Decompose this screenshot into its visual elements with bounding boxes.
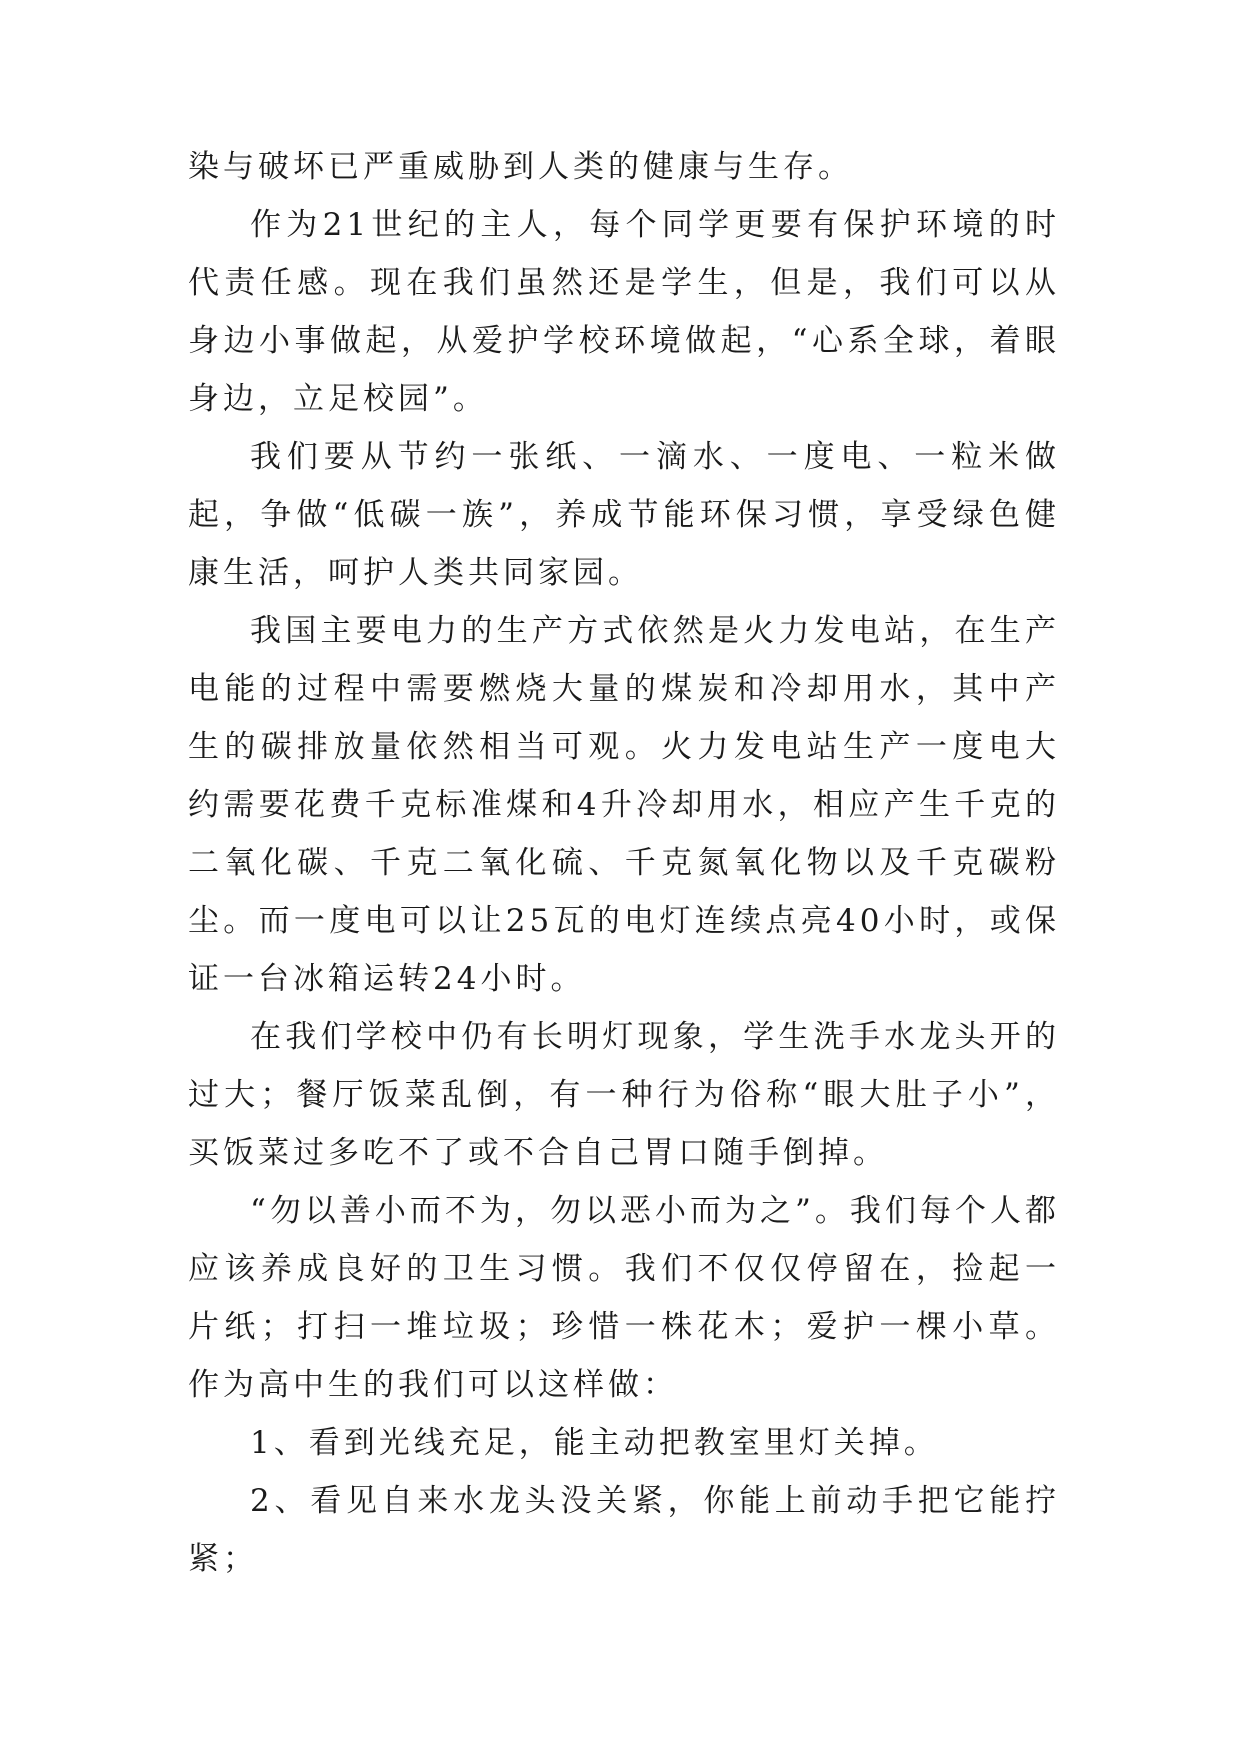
paragraph-power-generation: 我国主要电力的生产方式依然是火力发电站，在生产电能的过程中需要燃烧大量的煤炭和冷却用水，其中产生的碳排放量依然相当可观。火力发电站生产一度电大约需要花费千克标准煤和4升冷却用水，相应产生千克的二氧化碳、千克二氧化硫、千克氮氧化物以及千克碳粉尘。而一度电可以让25瓦的电灯连续点亮40小时，或保证一台冰箱运转24小时。 — [188, 613, 1060, 997]
paragraph-continuation: 染与破坏已严重威胁到人类的健康与生存。 — [188, 149, 853, 185]
document-page — [188, 138, 1060, 1588]
list-item-2: 2、看见自来水龙头没关紧，你能上前动手把它能拧紧； — [188, 1483, 1060, 1577]
list-item-1: 1、看到光线充足，能主动把教室里灯关掉。 — [250, 1425, 939, 1461]
paragraph-saving: 我们要从节约一张纸、一滴水、一度电、一粒米做起，争做“低碳一族”，养成节能环保习惯，享受绿色健康生活，呵护人类共同家园。 — [188, 439, 1060, 591]
paragraph-school-waste: 在我们学校中仍有长明灯现象，学生洗手水龙头开的过大；餐厅饭菜乱倒，有一种行为俗称“眼大肚子小”，买饭菜过多吃不了或不合自己胃口随手倒掉。 — [188, 1019, 1060, 1171]
paragraph-habits: “勿以善小而不为，勿以恶小而为之”。我们每个人都应该养成良好的卫生习惯。我们不仅仅停留在，捡起一片纸；打扫一堆垃圾；珍惜一株花木；爱护一棵小草。作为高中生的我们可以这样做： — [188, 1193, 1060, 1403]
paragraph-responsibility: 作为21世纪的主人，每个同学更要有保护环境的时代责任感。现在我们虽然还是学生，但是，我们可以从身边小事做起，从爱护学校环境做起，“心系全球，着眼身边，立足校园”。 — [188, 207, 1060, 417]
